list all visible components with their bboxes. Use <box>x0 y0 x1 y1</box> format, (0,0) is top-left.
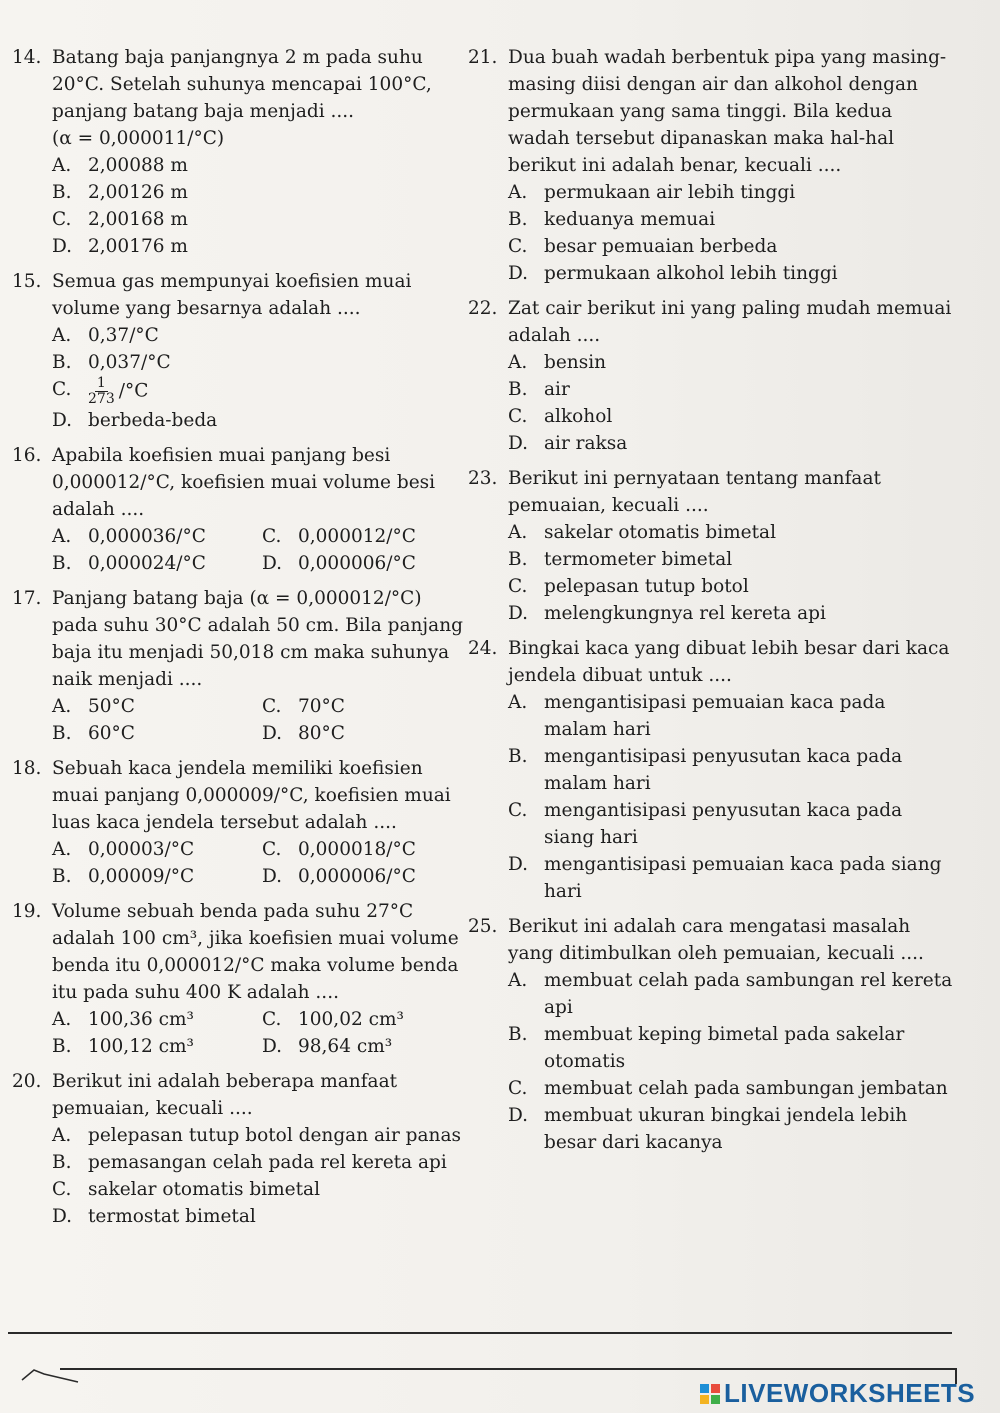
option[interactable] <box>508 349 953 376</box>
option-text: membuat celah pada sambungan rel kereta api <box>544 970 953 1018</box>
option[interactable] <box>52 863 262 890</box>
option[interactable] <box>508 573 953 600</box>
option[interactable] <box>508 1102 953 1156</box>
option-text: besar pemuaian berbeda <box>544 236 778 257</box>
option-text: 0,000006/°C <box>298 553 416 574</box>
option-text: air raksa <box>544 433 628 454</box>
option[interactable] <box>52 1006 262 1033</box>
option[interactable] <box>508 689 953 743</box>
option-label: C. <box>508 800 528 821</box>
question-stem: Zat cair berikut ini yang paling mudah memuai adalah .... <box>508 298 952 346</box>
option-label: D. <box>52 236 73 257</box>
question-stem: Volume sebuah benda pada suhu 27°C adalah 100 cm³, jika koefisien muai volume benda itu 0,000012/°C maka volume benda itu pada suhu 400 K adalah .... <box>52 901 459 1003</box>
option-text: 0,000018/°C <box>298 839 416 860</box>
option-text: mengantisipasi pemuaian kaca pada siang hari <box>544 854 942 902</box>
fraction-denominator: 273 <box>88 391 115 407</box>
option-label: D. <box>508 603 529 624</box>
question-20 <box>12 1068 472 1230</box>
option-text: bensin <box>544 352 607 373</box>
question-number: 22. <box>468 298 498 319</box>
option[interactable] <box>52 179 472 206</box>
option[interactable] <box>52 349 472 376</box>
option-text: 2,00126 m <box>88 182 188 203</box>
option-text: termostat bimetal <box>88 1206 256 1227</box>
option-label: B. <box>52 352 72 373</box>
option-text: 0,000012/°C <box>298 526 416 547</box>
option-label: B. <box>508 379 528 400</box>
option[interactable] <box>508 430 953 457</box>
option-text: 0,00009/°C <box>88 866 195 887</box>
question-number: 20. <box>12 1071 42 1092</box>
option-label: C. <box>508 576 528 597</box>
option-label: C. <box>52 1179 72 1200</box>
option-text: 100,12 cm³ <box>88 1036 194 1057</box>
option[interactable] <box>52 152 472 179</box>
option[interactable] <box>262 550 472 577</box>
option-text: 98,64 cm³ <box>298 1036 393 1057</box>
option-text: 0,00003/°C <box>88 839 195 860</box>
option-label: B. <box>52 1152 72 1173</box>
option[interactable] <box>508 519 953 546</box>
option-label: A. <box>52 526 72 547</box>
option-text: 2,00168 m <box>88 209 188 230</box>
option-label: A. <box>508 352 528 373</box>
option[interactable] <box>52 693 262 720</box>
brand-text: LIVEWORKSHEETS <box>724 1378 976 1408</box>
option[interactable] <box>52 1122 472 1149</box>
option[interactable] <box>508 403 953 430</box>
logo-grid-icon <box>700 1384 720 1404</box>
option[interactable] <box>508 1021 953 1075</box>
option-text: 70°C <box>298 696 345 717</box>
option-text: 0,000024/°C <box>88 553 206 574</box>
option-label: D. <box>262 723 283 744</box>
option-text: 0,37/°C <box>88 325 159 346</box>
option[interactable] <box>508 233 953 260</box>
option-label: B. <box>52 182 72 203</box>
option-text: mengantisipasi penyusutan kaca pada malam hari <box>544 746 903 794</box>
question-stem: Sebuah kaca jendela memiliki koefisien muai panjang 0,000009/°C, koefisien muai luas kaca jendela tersebut adalah .... <box>52 758 451 833</box>
option-text: pelepasan tutup botol <box>544 576 749 597</box>
question-14 <box>12 44 472 260</box>
option-text: membuat celah pada sambungan jembatan <box>544 1078 948 1099</box>
question-stem: Bingkai kaca yang dibuat lebih besar dari kaca jendela dibuat untuk .... <box>508 638 950 686</box>
option[interactable] <box>508 600 953 627</box>
question-number: 17. <box>12 588 42 609</box>
option[interactable] <box>52 523 262 550</box>
option-text: permukaan alkohol lebih tinggi <box>544 263 838 284</box>
question-24 <box>468 635 953 905</box>
question-22 <box>468 295 953 457</box>
option-text: 2,00176 m <box>88 236 188 257</box>
option-text: air <box>544 379 570 400</box>
option-label: C. <box>262 1009 282 1030</box>
option-text: 100,02 cm³ <box>298 1009 404 1030</box>
question-23 <box>468 465 953 627</box>
option[interactable] <box>508 179 953 206</box>
question-stem: Batang baja panjangnya 2 m pada suhu 20°C. Setelah suhunya mencapai 100°C, panjang batang baja menjadi .... <box>52 47 432 122</box>
option-text: membuat ukuran bingkai jendela lebih besar dari kacanya <box>544 1105 908 1153</box>
option-label: C. <box>262 526 282 547</box>
option-label: A. <box>52 839 72 860</box>
option-label: D. <box>508 433 529 454</box>
question-stem: Dua buah wadah berbentuk pipa yang masing-masing diisi dengan air dan alkohol dengan permukaan yang sama tinggi. Bila kedua wadah tersebut dipanaskan maka hal-hal berikut ini adalah benar, kecuali .... <box>508 47 947 176</box>
option-text: pelepasan tutup botol dengan air panas <box>88 1125 461 1146</box>
option-text: pemasangan celah pada rel kereta api <box>88 1152 447 1173</box>
option-label: D. <box>262 553 283 574</box>
option-text: /°C <box>118 380 149 402</box>
option[interactable] <box>508 1075 953 1102</box>
divider-line <box>8 1332 952 1334</box>
option-label: C. <box>52 209 72 230</box>
liveworksheets-logo <box>700 1378 975 1409</box>
question-stem: Panjang batang baja (α = 0,000012/°C) pada suhu 30°C adalah 50 cm. Bila panjang baja itu menjadi 50,018 cm maka suhunya naik menjadi .... <box>52 588 463 690</box>
question-stem: Berikut ini adalah cara mengatasi masalah yang ditimbulkan oleh pemuaian, kecuali .... <box>508 916 924 964</box>
option[interactable] <box>262 1033 472 1060</box>
option-text: mengantisipasi penyusutan kaca pada siang hari <box>544 800 903 848</box>
fraction <box>88 376 115 407</box>
option-label: A. <box>52 325 72 346</box>
option[interactable] <box>508 851 953 905</box>
option[interactable] <box>508 376 953 403</box>
option-text: alkohol <box>544 406 613 427</box>
question-number: 21. <box>468 47 498 68</box>
question-17 <box>12 585 472 747</box>
question-note: (α = 0,000011/°C) <box>52 128 225 149</box>
option-text: mengantisipasi pemuaian kaca pada malam hari <box>544 692 886 740</box>
option-label: C. <box>508 1078 528 1099</box>
question-number: 15. <box>12 271 42 292</box>
question-18 <box>12 755 472 890</box>
option[interactable] <box>52 233 472 260</box>
option[interactable] <box>52 1176 472 1203</box>
pencil-mark-icon <box>20 1362 80 1384</box>
option-label: C. <box>262 696 282 717</box>
question-19 <box>12 898 472 1060</box>
option-label: C. <box>52 379 72 400</box>
option-label: B. <box>508 549 528 570</box>
question-number: 18. <box>12 758 42 779</box>
option[interactable] <box>262 863 472 890</box>
option-label: B. <box>52 553 72 574</box>
option-label: B. <box>508 1024 528 1045</box>
option[interactable] <box>508 967 953 1021</box>
option[interactable] <box>262 523 472 550</box>
option-label: A. <box>508 970 528 991</box>
option-label: D. <box>52 410 73 431</box>
option-text: berbeda-beda <box>88 410 218 431</box>
option-text: 60°C <box>88 723 135 744</box>
option-text: 0,000006/°C <box>298 866 416 887</box>
option[interactable] <box>52 376 472 407</box>
option[interactable] <box>508 797 953 851</box>
question-stem: Berikut ini pernyataan tentang manfaat pemuaian, kecuali .... <box>508 468 881 516</box>
question-15 <box>12 268 472 434</box>
option[interactable] <box>52 206 472 233</box>
option-label: B. <box>508 209 528 230</box>
option[interactable] <box>52 1203 472 1230</box>
option-text: melengkungnya rel kereta api <box>544 603 826 624</box>
option-label: D. <box>262 866 283 887</box>
option[interactable] <box>508 260 953 287</box>
option-text: sakelar otomatis bimetal <box>544 522 776 543</box>
option-label: B. <box>52 1036 72 1057</box>
option-label: A. <box>52 155 72 176</box>
option-label: A. <box>508 522 528 543</box>
option[interactable] <box>508 743 953 797</box>
question-25 <box>468 913 953 1156</box>
option[interactable] <box>52 1149 472 1176</box>
option-label: A. <box>52 696 72 717</box>
option-label: B. <box>508 746 528 767</box>
question-number: 19. <box>12 901 42 922</box>
option-label: D. <box>508 263 529 284</box>
option[interactable] <box>262 693 472 720</box>
option-text: permukaan air lebih tinggi <box>544 182 796 203</box>
option-label: A. <box>508 692 528 713</box>
option-label: C. <box>262 839 282 860</box>
fraction-numerator: 1 <box>96 375 106 391</box>
option-text: 50°C <box>88 696 135 717</box>
option[interactable] <box>52 836 262 863</box>
option[interactable] <box>262 836 472 863</box>
option-text: keduanya memuai <box>544 209 716 230</box>
option-text: 100,36 cm³ <box>88 1009 194 1030</box>
option-text: 2,00088 m <box>88 155 188 176</box>
option-label: D. <box>262 1036 283 1057</box>
question-16 <box>12 442 472 577</box>
left-column <box>12 44 472 1238</box>
question-number: 23. <box>468 468 498 489</box>
option-text: 80°C <box>298 723 345 744</box>
question-stem: Apabila koefisien muai panjang besi 0,000012/°C, koefisien muai volume besi adalah .... <box>52 445 436 520</box>
option-text: sakelar otomatis bimetal <box>88 1179 320 1200</box>
option[interactable] <box>508 206 953 233</box>
question-stem: Berikut ini adalah beberapa manfaat pemuaian, kecuali .... <box>52 1071 398 1119</box>
option-text: 0,037/°C <box>88 352 171 373</box>
question-stem: Semua gas mempunyai koefisien muai volume yang besarnya adalah .... <box>52 271 412 319</box>
option-label: B. <box>52 866 72 887</box>
option-label: A. <box>52 1125 72 1146</box>
option-label: D. <box>508 854 529 875</box>
question-number: 14. <box>12 47 42 68</box>
question-number: 24. <box>468 638 498 659</box>
option-text: 0,000036/°C <box>88 526 206 547</box>
option[interactable] <box>52 1033 262 1060</box>
option-label: C. <box>508 406 528 427</box>
right-column <box>468 44 953 1164</box>
option-label: A. <box>508 182 528 203</box>
option[interactable] <box>262 1006 472 1033</box>
option[interactable] <box>52 407 472 434</box>
option-label: C. <box>508 236 528 257</box>
option-label: D. <box>508 1105 529 1126</box>
option-label: B. <box>52 723 72 744</box>
option[interactable] <box>52 550 262 577</box>
option-text: membuat keping bimetal pada sakelar otomatis <box>544 1024 905 1072</box>
option-label: D. <box>52 1206 73 1227</box>
option[interactable] <box>52 322 472 349</box>
option[interactable] <box>52 720 262 747</box>
question-21 <box>468 44 953 287</box>
option[interactable] <box>262 720 472 747</box>
option[interactable] <box>508 546 953 573</box>
option-text: termometer bimetal <box>544 549 733 570</box>
question-number: 16. <box>12 445 42 466</box>
option-label: A. <box>52 1009 72 1030</box>
question-number: 25. <box>468 916 498 937</box>
